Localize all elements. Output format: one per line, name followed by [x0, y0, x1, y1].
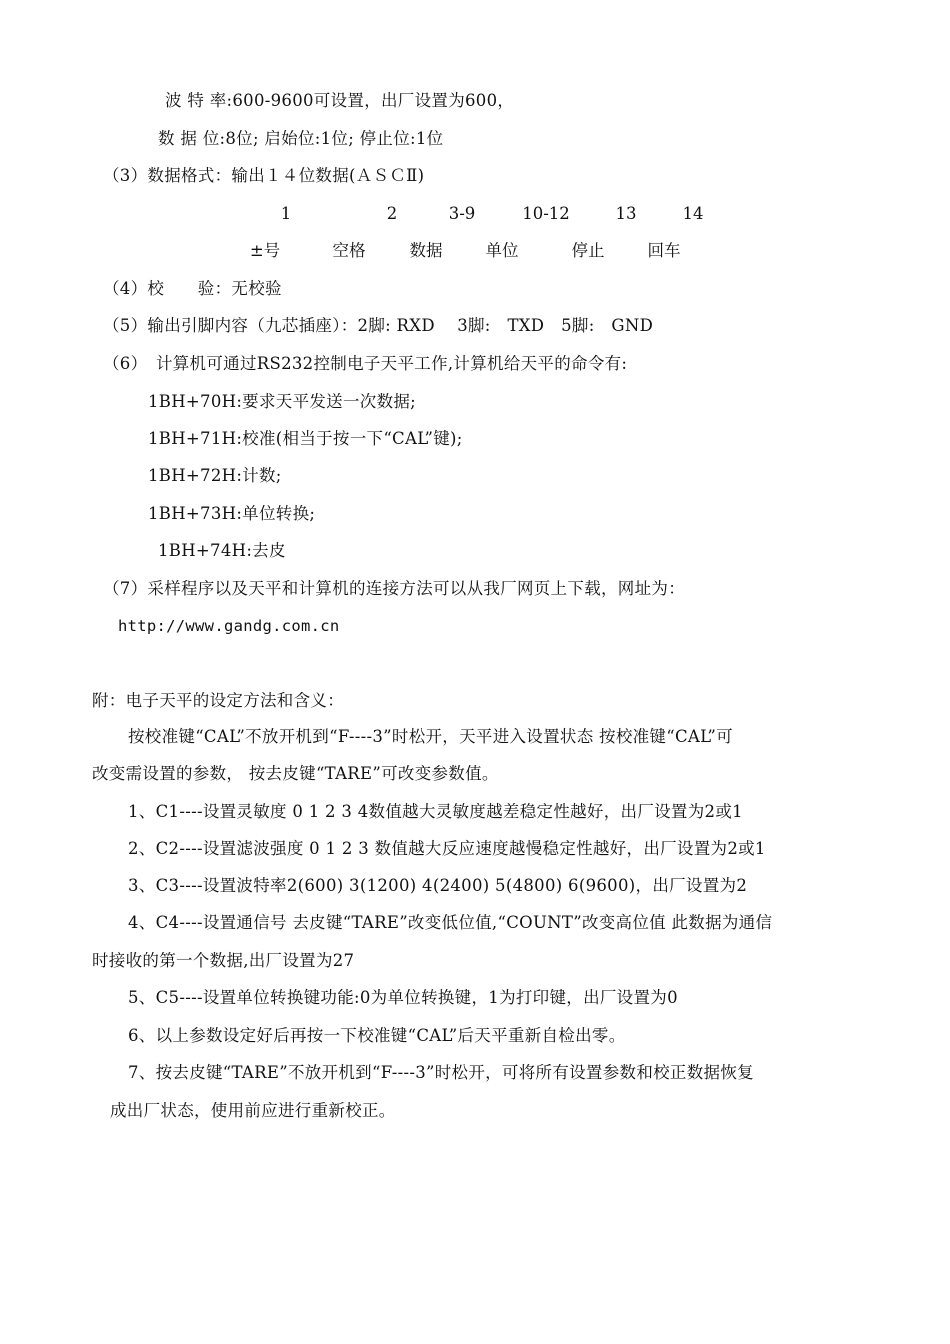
format-name-4: 单位: [485, 241, 519, 260]
baud-rate-line: 波 特 率:600-9600可设置，出厂设置为600，: [165, 91, 515, 110]
format-name-5: 停止: [571, 241, 605, 260]
setting-item-c1: 1、C1----设置灵敏度 0 1 2 3 4数值越大灵敏度越差稳定性越好，出厂设置为2或1: [128, 802, 743, 821]
setting-item-7: 7、按去皮键“TARE”不放开机到“F----3”时松开，可将所有设置参数和校正数据恢复: [128, 1063, 754, 1082]
format-position-6: 14: [682, 204, 704, 223]
data-bits-line: 数 据 位:8位; 启始位:1位; 停止位:1位: [158, 129, 444, 148]
command-item: 1BH+72H:计数;: [148, 466, 282, 485]
commands-intro-line: （6） 计算机可通过RS232控制电子天平工作,计算机给天平的命令有:: [103, 354, 628, 373]
format-position-2: 2: [386, 204, 398, 223]
setting-item-c4-continued: 时接收的第一个数据,出厂设置为27: [92, 951, 355, 970]
command-item: 1BH+71H:校准(相当于按一下“CAL”键);: [148, 429, 463, 448]
format-position-5: 13: [615, 204, 637, 223]
appendix-intro-line-2: 改变需设置的参数， 按去皮键“TARE”可改变参数值。: [92, 764, 499, 783]
setting-item-c4: 4、C4----设置通信号 去皮键“TARE”改变低位值,“COUNT”改变高位值 此数据为通信: [128, 913, 773, 932]
format-name-6: 回车: [647, 241, 681, 260]
setting-item-7-continued: 成出厂状态，使用前应进行重新校正。: [110, 1101, 396, 1120]
setting-item-c3: 3、C3----设置波特率2(600) 3(1200) 4(2400) 5(4800) 6(9600)，出厂设置为2: [128, 876, 748, 895]
format-position-1: 1: [280, 204, 292, 223]
download-line: （7）采样程序以及天平和计算机的连接方法可以从我厂网页上下载，网址为：: [103, 579, 685, 598]
checksum-line: （4）校 验：无校验: [103, 279, 282, 298]
format-position-4: 10-12: [522, 204, 570, 223]
format-name-2: 空格: [332, 241, 366, 260]
format-position-3: 3-9: [448, 204, 476, 223]
command-item: 1BH+74H:去皮: [158, 541, 286, 560]
appendix-intro-line-1: 按校准键“CAL”不放开机到“F----3”时松开，天平进入设置状态 按校准键“CAL”可: [128, 727, 733, 746]
setting-item-c2: 2、C2----设置滤波强度 0 1 2 3 数值越大反应速度越慢稳定性越好，出厂设置为2或1: [128, 839, 766, 858]
output-pins-line: （5）输出引脚内容（九芯插座）：2脚: RXD 3脚: TXD 5脚: GND: [103, 316, 654, 335]
setting-item-6: 6、以上参数设定好后再按一下校准键“CAL”后天平重新自检出零。: [128, 1026, 626, 1045]
setting-item-c5: 5、C5----设置单位转换键功能:0为单位转换键，1为打印键，出厂设置为0: [128, 988, 678, 1007]
appendix-title: 附：电子天平的设定方法和含义：: [92, 691, 344, 710]
website-url: http://www.gandg.com.cn: [118, 617, 340, 635]
format-name-1: ±号: [249, 241, 281, 260]
command-item: 1BH+70H:要求天平发送一次数据;: [148, 392, 417, 411]
command-item: 1BH+73H:单位转换;: [148, 504, 316, 523]
data-format-line: （3）数据格式：输出１４位数据(ＡＳＣⅡ): [103, 166, 425, 185]
format-name-3: 数据: [409, 241, 443, 260]
